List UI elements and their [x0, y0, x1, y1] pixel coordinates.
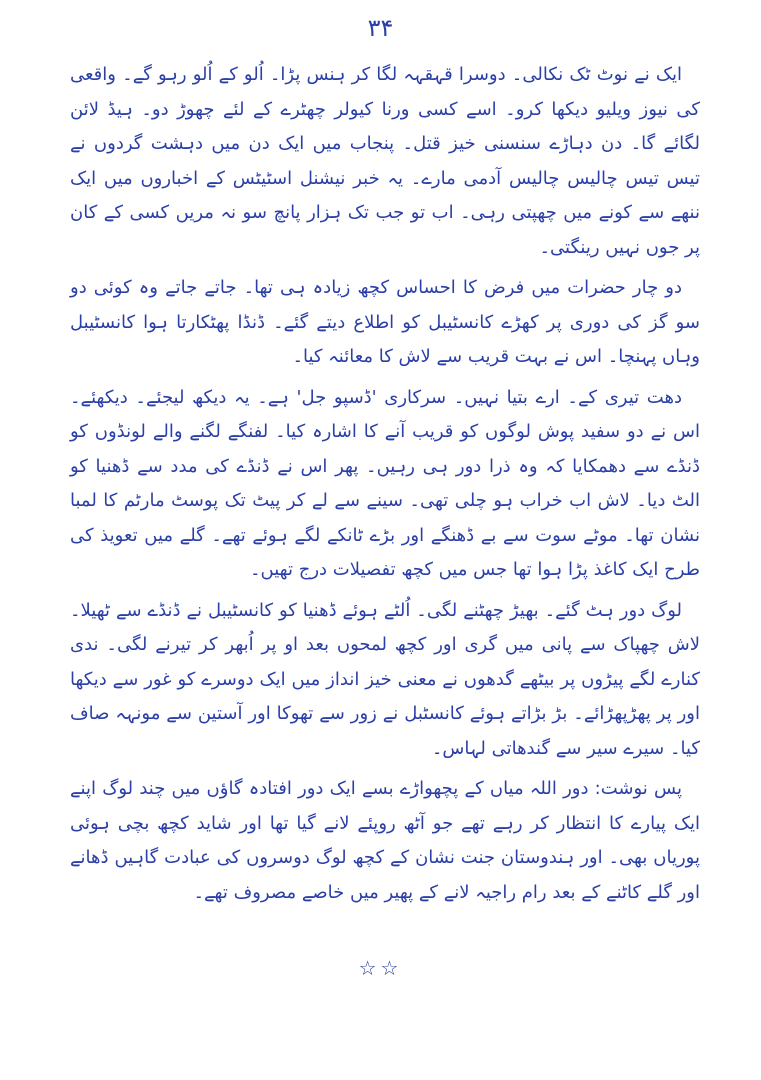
- paragraph-1: ایک نے نوٹ ٹک نکالی۔ دوسرا قہقہہ لگا کر ہنس پڑا۔ اُلو کے اُلو رہو گے۔ واقعی کی نیوز ویلیو دیکھا کرو۔ اسے کسی ورنا کیولر چھٹرے کے لئے چھوڑ دو۔ ہیڈ لائن لگائے گا۔ دن دہاڑے سنسنی خیز قتل۔ پنجاب میں ایک دن میں دہشت گردوں نے تیس تیس چالیس چالیس آدمی مارے۔ یہ خبر نیشنل اسٹیٹس کے اخباروں میں ایک ننھے سے کونے میں چھپتی رہی۔ اب تو جب تک ہزار پانچ سو نہ مریں کسی کے کان پر جوں نہیں رینگتی۔: [70, 64, 700, 258]
- page-number: ۳۴: [367, 14, 394, 42]
- paragraph-3: دھت تیری کے۔ ارے بتیا نہیں۔ سرکاری 'ڈسپو جل' ہے۔ یہ دیکھ لیجئے۔ دیکھئے۔ اس نے دو سفید پوش لوگوں کو قریب آنے کا اشارہ کیا۔ لفنگے لگنے والے لونڈوں کو ڈنڈے سے دھمکایا کہ وہ ذرا دور ہی رہیں۔ پھر اس نے ڈنڈے کی مدد سے ڈھنیا کو الٹ دیا۔ لاش اب خراب ہو چلی تھی۔ سینے سے لے کر پیٹ تک پوسٹ مارٹم کا لمبا نشان تھا۔ موٹے سوت سے بے ڈھنگے اور بڑے ٹانکے لگے ہوئے تھے۔ گلے میں تعویذ کی طرح ایک کاغذ پڑا ہوا تھا جس میں کچھ تفصیلات درج تھیں۔: [70, 386, 700, 580]
- body-text: [70, 58, 700, 920]
- end-stars-icon: ☆☆: [358, 956, 403, 980]
- paragraph-5-postscript: پس نوشت: دور اللہ میاں کے پچھواڑے بسے ایک دور افتادہ گاؤں میں چند لوگ اپنے ایک پیارے کا انتظار کر رہے تھے جو آٹھ روپئے لانے گیا تھا اور شاید کچھ بچی ہوئی پوریاں بھی۔ اور ہندوستان جنت نشان کے کچھ لوگ دوسروں کی عبادت گاہیں ڈھانے اور گلے کاٹنے کے بعد رام راجیہ لانے کے پھیر میں خاصے مصروف تھے۔: [70, 778, 700, 903]
- paragraph-4: لوگ دور ہٹ گئے۔ بھیڑ چھٹنے لگی۔ اُلٹے ہوئے ڈھنیا کو کانسٹیبل نے ڈنڈے سے ٹھیلا۔ لاش چھپاک سے پانی میں گری اور کچھ لمحوں بعد او پر اُبھر کر تیرنے لگی۔ ندی کنارے لگے پیڑوں پر بیٹھے گدھوں نے معنی خیز انداز میں ایک دوسرے کو غور سے دیکھا اور پر پھڑپھڑائے۔ بڑ بڑاتے ہوئے کانسٹبل نے زور سے تھوکا اور آستین سے مونہہ صاف کیا۔ سیرے سیر سے گندھاتی لہاس۔: [70, 599, 700, 759]
- paragraph-2: دو چار حضرات میں فرض کا احساس کچھ زیادہ ہی تھا۔ جاتے جاتے وہ کوئی دو سو گز کی دوری پر کھڑے کانسٹیبل کو اطلاع دیتے گئے۔ ڈنڈا پھٹکارتا ہوا کانسٹیبل وہاں پہنچا۔ اس نے بہت قریب سے لاش کا معائنہ کیا۔: [70, 277, 700, 367]
